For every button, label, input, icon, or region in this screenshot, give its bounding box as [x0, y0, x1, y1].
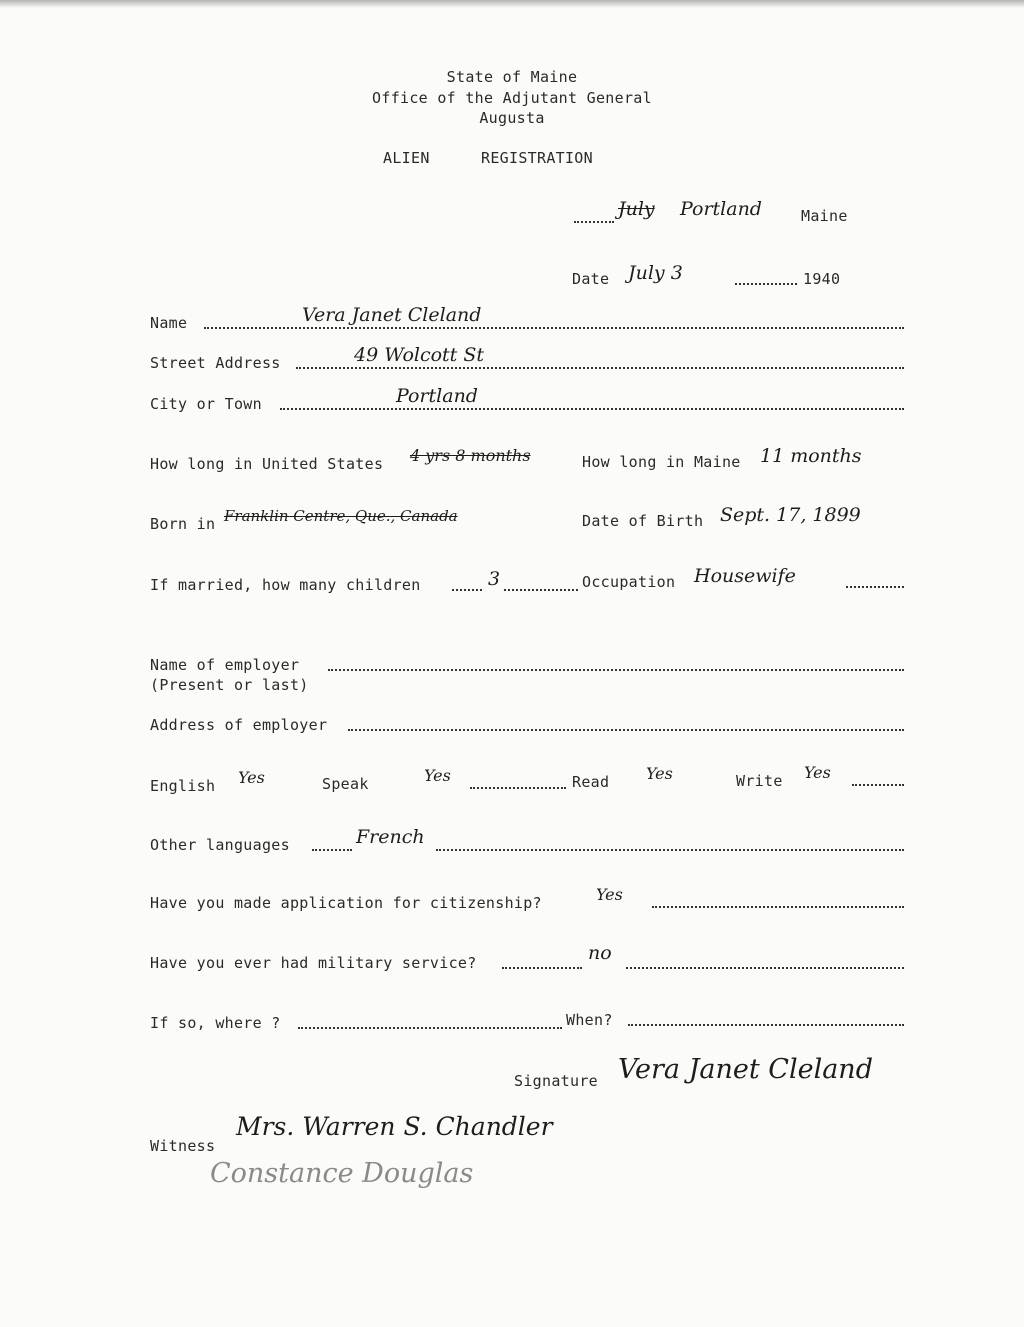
born-value: Franklin Centre, Que., Canada [224, 507, 458, 525]
place-dots [574, 221, 614, 223]
maine-label: How long in Maine [582, 453, 741, 471]
header-state: State of Maine [446, 68, 578, 86]
where-line [298, 1027, 562, 1029]
us-label: How long in United States [150, 455, 384, 473]
other-lang-label: Other languages [150, 836, 290, 854]
scan-edge [0, 0, 1024, 8]
citizenship-value: Yes [596, 885, 623, 904]
us-value: 4 yrs 8 months [410, 446, 531, 465]
children-value: 3 [488, 568, 501, 590]
military-value: no [588, 942, 612, 964]
occupation-label: Occupation [582, 573, 676, 591]
witness-signature-1: Mrs. Warren S. Chandler [236, 1112, 553, 1141]
english-value: Yes [238, 768, 265, 787]
witness-label: Witness [150, 1137, 216, 1155]
citizenship-line [652, 906, 904, 908]
date-dots [735, 283, 797, 285]
city-label: City or Town [150, 395, 262, 413]
born-label: Born in [150, 515, 216, 533]
read-value: Yes [646, 764, 673, 783]
name-label: Name [150, 314, 188, 332]
children-dots-b [504, 589, 578, 591]
employer-line [328, 669, 904, 671]
street-value: 49 Wolcott St [354, 344, 485, 366]
other-lang-dots-a [312, 849, 352, 851]
military-dots-a [502, 967, 582, 969]
write-dots [852, 784, 904, 786]
date-value: July 3 [628, 262, 683, 284]
dob-value: Sept. 17, 1899 [720, 504, 861, 526]
date-year: 1940 [803, 270, 841, 288]
street-label: Street Address [150, 354, 281, 372]
name-line [204, 327, 904, 329]
where-label: If so, where ? [150, 1014, 281, 1032]
occupation-value: Housewife [694, 565, 796, 587]
write-label: Write [736, 772, 783, 790]
city-value: Portland [396, 385, 478, 407]
occupation-dots [846, 586, 904, 588]
employer-label: Name of employer [150, 656, 300, 674]
military-label: Have you ever had military service? [150, 954, 477, 972]
other-lang-value: French [356, 826, 425, 848]
employer-address-label: Address of employer [150, 716, 328, 734]
maine-value: 11 months [760, 445, 862, 467]
signature-value: Vera Janet Cleland [618, 1054, 873, 1085]
name-value: Vera Janet Cleland [302, 304, 482, 326]
other-lang-line [436, 849, 904, 851]
title-registration: REGISTRATION [481, 149, 593, 167]
english-label: English [150, 777, 216, 795]
children-dots-a [452, 589, 482, 591]
when-line [628, 1024, 904, 1026]
street-line [296, 367, 904, 369]
speak-value: Yes [424, 766, 451, 785]
employer-address-line [348, 729, 904, 731]
place-value: Portland [680, 198, 762, 220]
header-office: Office of the Adjutant General [372, 89, 652, 107]
dob-label: Date of Birth [582, 512, 704, 530]
citizenship-label: Have you made application for citizenship? [150, 894, 542, 912]
witness-signature-2: Constance Douglas [210, 1158, 474, 1189]
speak-dots [470, 787, 566, 789]
children-label: If married, how many children [150, 576, 421, 594]
when-label: When? [566, 1011, 613, 1029]
speak-label: Speak [322, 775, 369, 793]
place-suffix: Maine [801, 207, 848, 225]
employer-sub: (Present or last) [150, 676, 309, 694]
title-alien: ALIEN [383, 149, 430, 167]
header-city: Augusta [479, 109, 545, 127]
read-label: Read [572, 773, 610, 791]
write-value: Yes [804, 763, 831, 782]
city-line [280, 408, 904, 410]
military-line [626, 967, 904, 969]
place-struck: July [618, 198, 655, 220]
date-label: Date [572, 270, 610, 288]
signature-label: Signature [514, 1072, 598, 1090]
